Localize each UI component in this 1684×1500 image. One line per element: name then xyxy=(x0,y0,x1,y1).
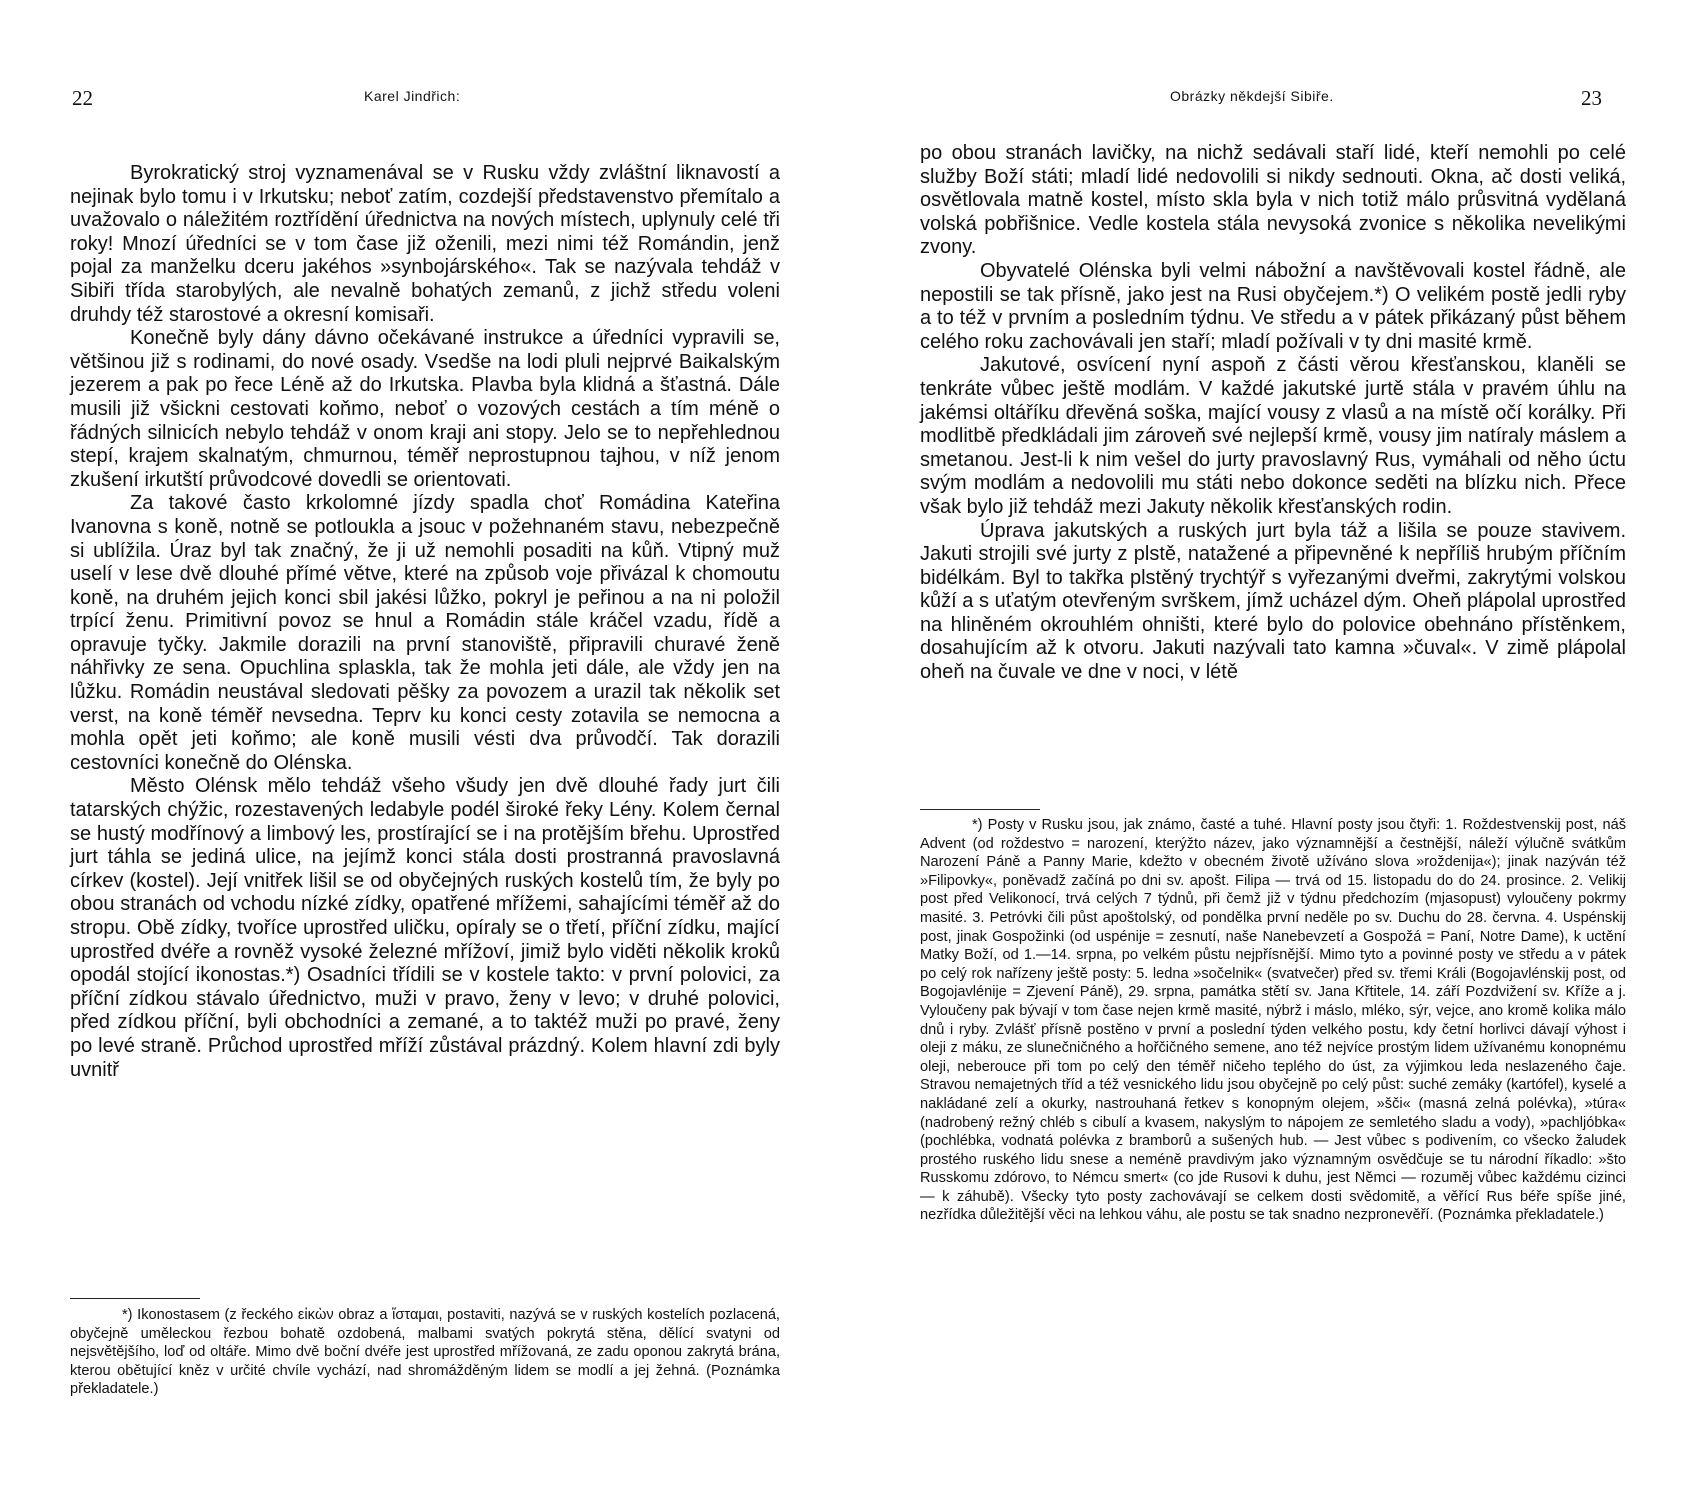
footnote-text: *) Posty v Rusku jsou, jak známo, časté a tuhé. Hlavní posty jsou čtyři: 1. Roždestvenskij post, náš Advent (od roždestvo = narození, kterýžto název, jako významnější a čestnější, náleží výlučně svátkům Narození Páně a Panny Marie, kdežto v obecném životě užíváno slova »roždenija«); jinak nazýván též »Filipovky«, poněvadž začíná po dni sv. apošt. Filipa — trvá od 15. listopadu do do 24. prosince. 2. Velikij post před Velikonocí, trvá celých 7 týdnů, při čemž již v týdnu předchozím (mjasopust) vyloučeny pokrmy masité. 3. Petróvki čili půst apoštolský, od pondělka první neděle po sv. Duchu do 28. června. 4. Uspénskij post, jinak Gospožinki (od uspénije = zesnutí, naše Nanebevzetí a Gospožá = Paní, Notre Dame), k uctění Matky Boží, od 1.—14. srpna, po velkém půstu nejpřísnější. Mimo tyto a povinné posty ve středu a v pátek po celý rok nařízeny ještě posty: 5. ledna »sočelnik« (svatvečer) před sv. třemi Králi (Bogojavlénskij post, od Bogojavlénije = Zjevení Páně), 29. srpna, památka stětí sv. Jana Křtitele, 14. září Pozdvižení sv. Kříže a j. Vyloučeny pak bývají v tom čase nejen krmě masité, nýbrž i máslo, mléko, sýr, vejce, ano kromě kolika málo dnů i ryby. Zvlášť přísně postěno v první a poslední týden velkého postu, kdy četní horlivci dávají výhost i oleji z máku, ze slunečničného a hořčičného semene, ano též nejvíce prostým lidem užívanému konopnému oleji, neberouce při tom po celý den téměř ničeho teplého do úst, za výjimkou leda neslazeného čaje. Stravou nemajetných tříd a též vesnického lidu jsou obyčejně po celý půst: suché zemáky (kartófel), kyselé a nakládané zelí a okurky, nastrouhaná řetkev s konopným olejem, »šči« (masná zelná polévka), »túra« (nadrobený režný chléb s cibulí a kvasem, nakyslým to nápojem ze semletého sladu a vody), »pachljóbka« (pochlébka, vodnatá polévka z bramborů a sušených hub. — Jest vůbec s podivením, co všecko žaludek prostého ruského lidu snese a neméně pravdivým jako významným osvědčuje se tu národní říkadlo: »što Russkomu zdórovo, to Némcu smert« (co jde Rusovi k duhu, jest Němci — rozuměj vůbec každému cizinci — k záhubě). Všecky tyto posty zachovávají se celkem dosti svědomitě, a věřící Rus béře spíše jiné, nezřídka důležitější věci na lehkou váhu, ale postu se tak snadno nezpronevěří. (Poznámka překladatele.) xyxy=(920,817,1626,1224)
left-running-head xyxy=(0,86,842,116)
paragraph: Obyvatelé Olénska byli velmi nábožní a navštěvovali kostel řádně, ale nepostili se tak přísně, jako jest na Rusi obyčejem.*) O velikém postě jedli ryby a to též v prvním a posledním týdnu. Ve středu a v pátek přikázaný půst během celého roku zachovávali jen staří; mladí požívali v ty dni masité krmě. xyxy=(920,259,1626,353)
paragraph: Úprava jakutských a ruských jurt byla táž a lišila se pouze stavivem. Jakuti strojili své jurty z plstě, natažené a připevněné k nepříliš hrubým příčním bidélkám. Byl to takřka plstěný trychtýř s vyřezanými dveřmi, zakrytými volskou kůží a s uťatým otevřeným svrškem, jímž ucházel dým. Oheň plápolal uprostřed na hliněném okrouhlém ohništi, které bylo do polovice obehnáno přístěnkem, dosahujícím až k otvoru. Jakuti nazývali tato kamna »čuval«. V zimě plápolal oheň na čuvale ve dne v noci, v létě xyxy=(920,519,1626,684)
footnote-rule xyxy=(70,1298,200,1299)
paragraph: Jakutové, osvícení nyní aspoň z části věrou křesťanskou, klaněli se tenkráte vůbec ještě modlám. V každé jakutské jurtě stála v pravém úhlu na jakémsi oltáříku dřevěná soška, mající vousy z vlasů a na místě očí korálky. Při modlitbě předkládali jim zároveň své nejlepší krmě, vousy jim natíraly máslem a smetanou. Jest-li k nim vešel do jurty pravoslavný Rus, vymáhali od něho úctu svým modlám a nedovolili mu státi nebo dokonce seděti na blízku nich. Přece však bylo již tehdáž mezi Jakuty několik křesťanských rodin. xyxy=(920,354,1626,518)
paragraph: Město Olénsk mělo tehdáž všeho všudy jen dvě dlouhé řady jurt čili tatarských chýžic, rozestavených ledabyle podél široké řeky Lény. Kolem černal se hustý modřínový a limbový les, prostírající se i na protějším břehu. Uprostřed jurt táhla se jediná ulice, na jejímž konci stála dosti prostranná pravoslavná církev (kostel). Její vnitřek lišil se od obyčejných ruských kostelů tím, že byly po obou stranách od vchodu nízké zídky, opatřené mřížemi, sahajícími téměř až do stropu. Obě zídky, tvoříce uprostřed uličku, opíraly se o třetí, příční zídku, mající uprostřed dvéře a rovněž vysoké železné mřížoví, jimiž bylo viděti několik kroků opodál stojící ikonostas.*) Osadníci třídili se v kostele takto: v první polovici, za příční zídkou stávalo úřednictvo, muži v pravo, ženy v levo; v druhé polovici, před zídkou příční, byli obchodníci a zemané, a to taktéž muži po pravé, ženy po levé straně. Průchod uprostřed mříží zůstával prázdný. Kolem hlavní zdi byly uvnitř xyxy=(70,775,780,1081)
left-footnote xyxy=(70,1306,780,1399)
page-number: 23 xyxy=(1581,86,1602,110)
paragraph: Konečně byly dány dávno očekávané instrukce a úředníci vypravili se, většinou již s rodinami, do nové osady. Vsedše na lodi pluli nejprvé Baikalským jezerem a pak po řece Léně až do Irkutska. Plavba byla klidná a šťastná. Dále musili již všickni cestovati koňmo, neboť o vozových cestách a tím méně o řádných silnicích nebylo tehdáž v onom kraji ani stopy. Jelo se to nepřehlednou stepí, krajem skalnatým, chmurnou, téměř neprostupnou tajhou, v níž jenom zkušení irkutští průvodcové dovedli se orientovati. xyxy=(70,327,780,491)
footnote-rule xyxy=(920,809,1040,810)
paragraph: Byrokratický stroj vyznamenával se v Rusku vždy zvláštní liknavostí a nejinak bylo tomu i v Irkutsku; neboť zatím, cozdejší představenstvo přemítalo a uvažovalo o náležitém roztřídění úřednictva na nových místech, uplynuly celé tři roky! Mnozí úředníci se v tom čase již oženili, mezi nimi též Romándin, jenž pojal za manželku dceru jakéhos »synbojárského«. Tak se nazývala tehdáž v Sibiři třída starobylých, ale nevalně bohatých zemanů, z jichž středu voleni druhdy též starostové a okresní komisaři. xyxy=(70,162,780,326)
right-body-text xyxy=(920,142,1626,685)
running-head-author: Karel Jindřich: xyxy=(364,88,461,104)
left-body-text xyxy=(70,162,780,1082)
running-head-title: Obrázky někdejší Sibiře. xyxy=(1170,88,1334,104)
paragraph: po obou stranách lavičky, na nichž sedávali staří lidé, kteří nemohli po celé služby Boží státi; mladí lidé nedovolili si nikdy sednouti. Okna, ač dosti veliká, osvětlovala matně kostel, místo skla byla v nich totiž málo průsvitná vydělaná volská pobřišnice. Vedle kostela stála nevysoká zvonice s několika nevelikými zvony. xyxy=(920,142,1626,259)
page-number: 22 xyxy=(72,86,93,110)
footnote-text: *) Ikonostasem (z řeckého εἰκὼν obraz a ἵσταμαι, postaviti, nazývá se v ruských kostelích pozlacená, obyčejně uměleckou řezbou bohatě ozdobená, malbami svatých pokrytá stěna, dělící svatyni od nejsvětějšího, loď od oltáře. Mimo dvě boční dvéře jest uprostřed mřížovaná, ze zadu oponou zakrytá brána, kterou obětující kněz v určité chvíle vychází, nad shromážděným lidem se modlí a jej žehná. (Poznámka překladatele.) xyxy=(70,1307,780,1398)
right-footnote xyxy=(920,816,1626,1225)
right-running-head xyxy=(842,86,1684,116)
paragraph: Za takové často krkolomné jízdy spadla choť Romádina Kateřina Ivanovna s koně, notně se potloukla a jsouc v požehnaném stavu, nebezpečně si ublížila. Úraz byl tak značný, že ji už nemohli posaditi na kůň. Vtipný muž uselí v lese dvě dlouhé přímé větve, které na způsob voje přivázal k chomoutu koně, na druhém jejich konci sbil jakési lůžko, pokryl je peřinou a na ni položil trpící ženu. Primitivní povoz se hnul a Romádin stále kráčel vzadu, řídě a opravuje tyčky. Jakmile dorazili na první stanoviště, připravili churavé ženě náhřivky ze sena. Opuchlina splaskla, tak že mohla jeti dále, ale vždy jen na lůžku. Romádin neustával sledovati pěšky za povozem a urazil tak několik set verst, na koně téměř nevsedna. Teprv ku konci cesty zotavila se nemocna a mohla opět jeti koňmo; ale koně musili vésti dva průvodčí. Tak dorazili cestovníci konečně do Olénska. xyxy=(70,492,780,774)
right-page xyxy=(842,0,1684,1500)
